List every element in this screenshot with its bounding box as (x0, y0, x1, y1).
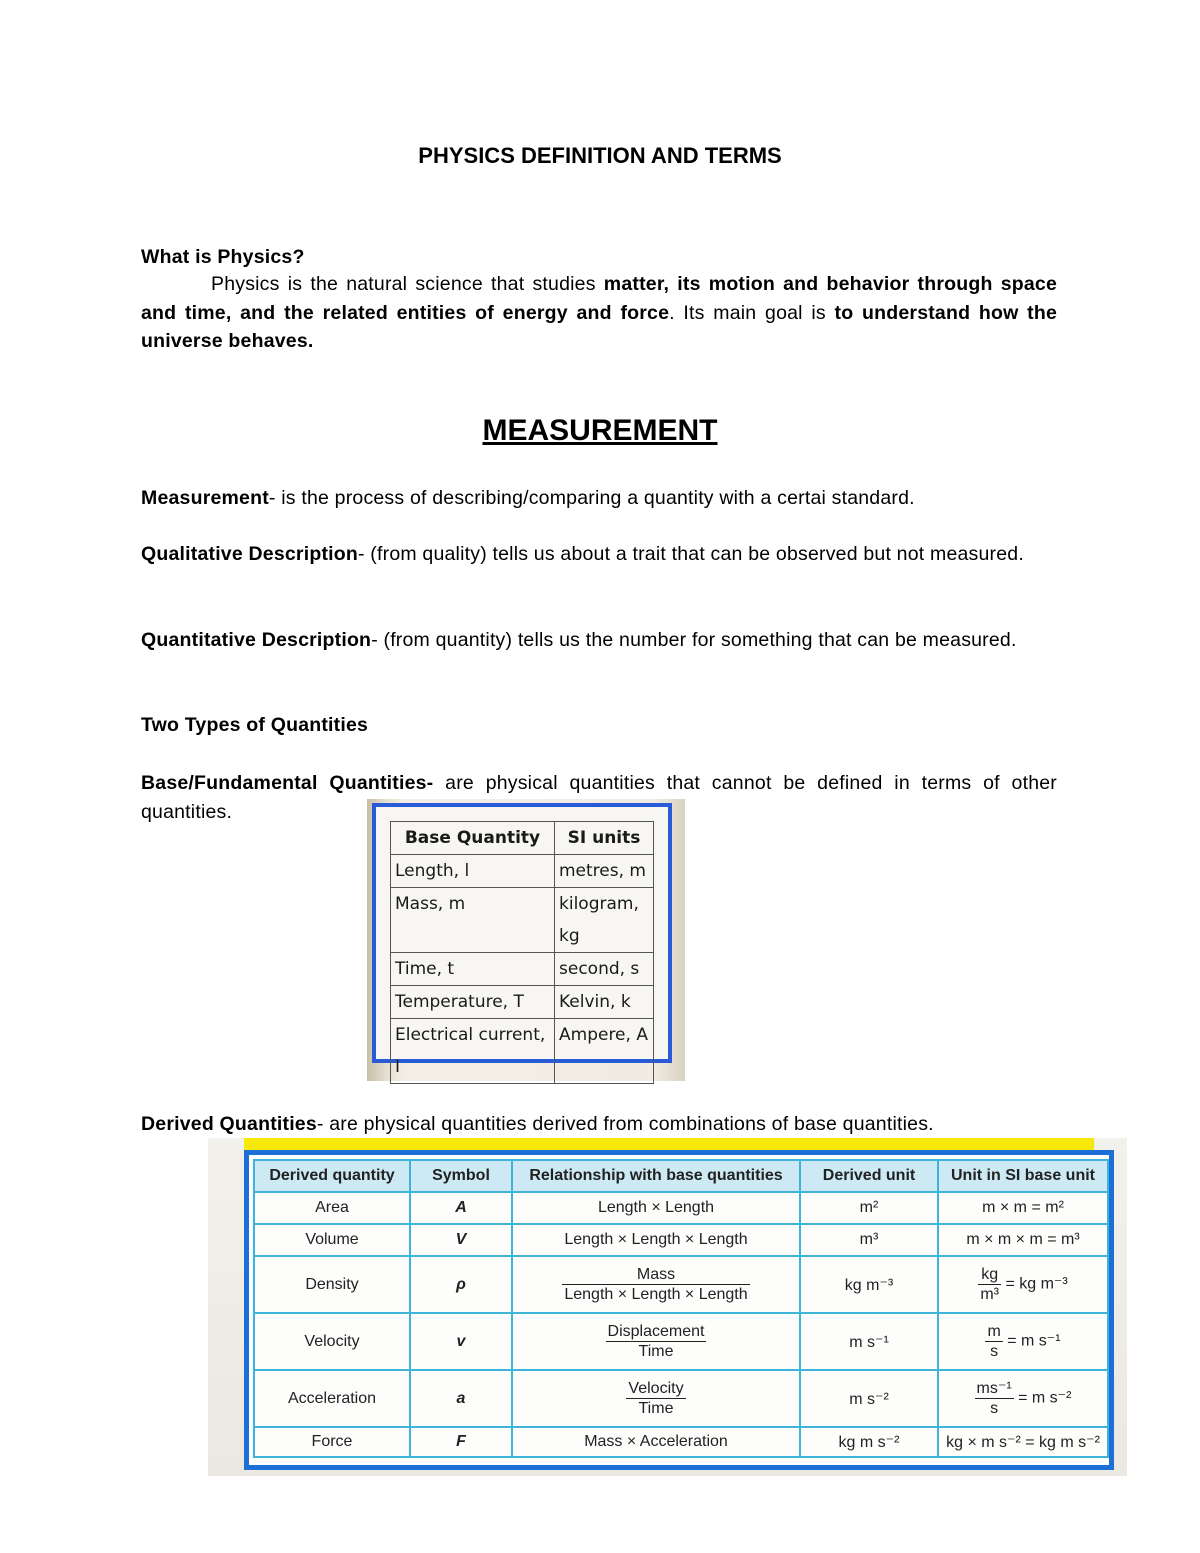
qualitative-definition: Qualitative Description- (from quality) tells us about a trait that can be observed but not measured. (141, 543, 1024, 565)
base-cell: Length, l (391, 855, 555, 888)
derived-cell: m × m = m² (938, 1192, 1108, 1224)
table-row (254, 1370, 1108, 1427)
derived-cell: Force (254, 1427, 410, 1457)
derived-cell: $\frac{\text{Mass}}{\text{Length × Length × Length}}$ (512, 1256, 800, 1313)
what-is-physics-heading: What is Physics? (141, 246, 305, 268)
derived-cell: kg × m s⁻² = kg m s⁻² (938, 1427, 1108, 1457)
base-header-quantity: Base Quantity (391, 822, 555, 855)
base-cell: Electrical current, I (391, 1019, 555, 1084)
derived-symbol: V (410, 1224, 512, 1256)
derived-cell: Length × Length × Length (512, 1224, 800, 1256)
derived-cell: m³ (800, 1224, 938, 1256)
derived-header: Derived quantity (254, 1160, 410, 1192)
table-row (254, 1192, 1108, 1224)
base-cell: kilogram, kg (555, 888, 654, 953)
base-quantity-table (390, 821, 654, 1084)
derived-quantity-image (208, 1138, 1127, 1476)
derived-cell: Area (254, 1192, 410, 1224)
base-quantity-frame (372, 803, 672, 1077)
derived-cell: m² (800, 1192, 938, 1224)
table-row (391, 1019, 654, 1084)
base-cell: Kelvin, k (555, 986, 654, 1019)
derived-cell: Volume (254, 1224, 410, 1256)
derived-symbol: a (410, 1370, 512, 1427)
table-row (254, 1224, 1108, 1256)
derived-cell: $\frac{\text{ms⁻¹}}{s}$ = m s⁻² (938, 1370, 1108, 1427)
derived-header: Unit in SI base unit (938, 1160, 1108, 1192)
derived-cell: kg m s⁻² (800, 1427, 938, 1457)
table-row (391, 888, 654, 953)
derived-header: Symbol (410, 1160, 512, 1192)
two-types-heading: Two Types of Quantities (141, 714, 369, 736)
derived-quantity-table (253, 1159, 1109, 1458)
base-cell: Mass, m (391, 888, 555, 953)
measurement-definition: Measurement- is the process of describing/comparing a quantity with a certai standard. (141, 487, 915, 509)
derived-cell: Density (254, 1256, 410, 1313)
table-row (254, 1256, 1108, 1313)
base-quantities-definition: Base/Fundamental Quantities- are physical quantities that cannot be defined in terms of other quantities. (141, 772, 1057, 823)
base-cell: Temperature, T (391, 986, 555, 1019)
table-row (391, 986, 654, 1019)
physics-definition-paragraph: Physics is the natural science that studies matter, its motion and behavior through space and time, and the related entities of energy and force. Its main goal is to understand how the universe behaves. (141, 273, 1058, 352)
derived-cell: $\frac{m}{s}$ = m s⁻¹ (938, 1313, 1108, 1370)
quantitative-definition: Quantitative Description- (from quantity) tells us the number for something that can be measured. (141, 629, 1017, 651)
table-row (391, 953, 654, 986)
derived-quantities-definition: Derived Quantities- are physical quantities derived from combinations of base quantities. (141, 1113, 934, 1135)
base-cell: Time, t (391, 953, 555, 986)
page-title: PHYSICS DEFINITION AND TERMS (418, 143, 782, 168)
derived-symbol: v (410, 1313, 512, 1370)
base-cell: second, s (555, 953, 654, 986)
highlight-strip (244, 1138, 1094, 1150)
derived-cell: $\frac{kg}{\text{m³}}$ = kg m⁻³ (938, 1256, 1108, 1313)
derived-symbol: F (410, 1427, 512, 1457)
derived-quantity-frame (244, 1150, 1114, 1470)
base-cell: metres, m (555, 855, 654, 888)
derived-cell: Mass × Acceleration (512, 1427, 800, 1457)
table-row (254, 1313, 1108, 1370)
base-cell: Ampere, A (555, 1019, 654, 1084)
derived-cell: m s⁻¹ (800, 1313, 938, 1370)
measurement-section-title: MEASUREMENT (482, 414, 718, 447)
derived-symbol: A (410, 1192, 512, 1224)
table-row (254, 1427, 1108, 1457)
base-header-units: SI units (555, 822, 654, 855)
derived-header: Derived unit (800, 1160, 938, 1192)
table-row (391, 855, 654, 888)
derived-cell: m s⁻² (800, 1370, 938, 1427)
derived-cell: $\frac{\text{Displacement}}{\text{Time}}$ (512, 1313, 800, 1370)
derived-cell: kg m⁻³ (800, 1256, 938, 1313)
derived-cell: Acceleration (254, 1370, 410, 1427)
derived-header: Relationship with base quantities (512, 1160, 800, 1192)
derived-cell: Velocity (254, 1313, 410, 1370)
derived-cell: Length × Length (512, 1192, 800, 1224)
derived-cell: m × m × m = m³ (938, 1224, 1108, 1256)
derived-cell: $\frac{\text{Velocity}}{\text{Time}}$ (512, 1370, 800, 1427)
derived-symbol: ρ (410, 1256, 512, 1313)
